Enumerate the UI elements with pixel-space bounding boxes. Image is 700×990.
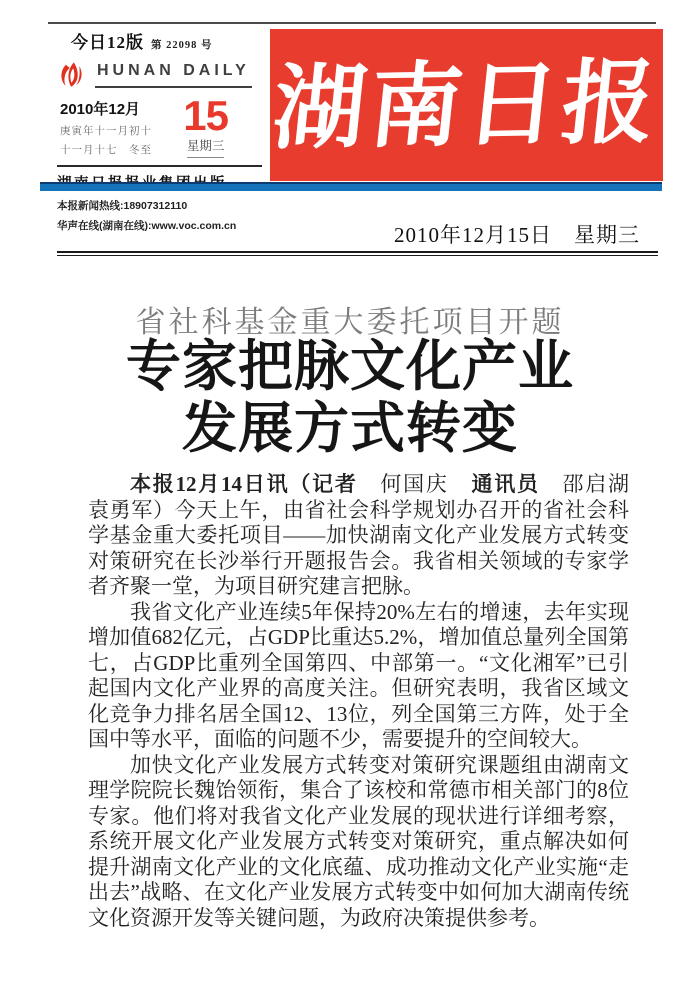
- p1-correspondent-label: 通讯员: [448, 472, 563, 496]
- masthead-calligraphy-title: 湖南日报: [268, 47, 665, 163]
- p1-reporter-label: （记者: [289, 472, 381, 496]
- calendar-right: [183, 92, 228, 158]
- calendar-block: [57, 92, 228, 158]
- paragraph-2: 我省文化产业连续5年保持20%左右的增速，去年实现增加值682亿元，占GDP比重达5.2%，增加值总量列全国第七，占GDP比重列全国第四、中部第一。“文化湘军”已引起国内文化产业界的高度关注。但研究表明，我省区域文化竞争力排名居全国12、13位，列全国第三方阵，处于全国中等水平，面临的问题不少，需要提升的空间较大。: [88, 599, 629, 751]
- news-hotline: 本报新闻热线:18907312110: [57, 200, 188, 212]
- calendar-month: 2010年12月: [60, 101, 141, 118]
- article-headline: [52, 336, 648, 460]
- edition-page-count: 12: [107, 33, 126, 52]
- issue-number: 第 22098 号: [151, 40, 213, 51]
- calendar-weekday: 星期三: [187, 136, 225, 158]
- article-kicker: 省社科基金重大委托项目开题: [135, 306, 565, 339]
- logo-row: [57, 60, 267, 90]
- masthead-left-block: [57, 28, 267, 233]
- dateline-double-rule: [57, 251, 658, 256]
- article-body: [88, 472, 651, 931]
- english-masthead-text: HUNAN DAILY: [95, 62, 252, 88]
- headline-line-1: 专家把脉文化产业: [125, 336, 574, 397]
- top-divider-rule: [48, 22, 656, 24]
- p1-paren-close: ）: [153, 497, 175, 522]
- calendar-lunar-terms: 十一月十七 冬至: [60, 144, 152, 156]
- headline-line-2: 发展方式转变: [181, 398, 518, 459]
- calendar-day-number: 15: [183, 92, 228, 139]
- p1-correspondent-names: 邵启湖 袁勇军: [88, 472, 651, 522]
- masthead-red-banner: [270, 29, 663, 181]
- header-blue-bar: [40, 182, 662, 191]
- edition-ban-label: 版: [126, 33, 144, 52]
- p1-body-text: 今天上午，由省社会科学规划办召开的省社会科学基金重大委托项目——加快湖南文化产业发展方式转变对策研究在长沙举行开题报告会。我省相关领域的专家学者齐聚一堂，为项目研究建言把脉。: [88, 497, 630, 598]
- flame-logo-icon: [57, 60, 87, 90]
- publisher-divider-rule: [57, 165, 262, 167]
- website-line: 华声在线(湖南在线):www.voc.com.cn: [57, 220, 237, 232]
- paragraph-3: 加快文化产业发展方式转变对策研究课题组由湖南文理学院院长魏饴领衔，集合了该校和常德市相关部门的8位专家。他们将对我省文化产业发展的现状进行详细考察，系统开展文化产业发展方式转变对策研究，重点解决如何提升湖南文化产业的文化底蕴、成功推动文化产业实施“走出去”战略、在文化产业发展方式转变中如何加大湖南传统文化资源开发等关键问题，为政府决策提供参考。: [88, 752, 629, 930]
- p1-lead: 本报12月14日讯: [130, 472, 290, 496]
- paragraph-1: [88, 472, 651, 600]
- calendar-left: [60, 98, 152, 158]
- page-dateline: 2010年12月15日 星期三: [394, 223, 640, 247]
- p1-reporter-name: 何国庆: [380, 472, 449, 496]
- edition-today-label: 今日: [71, 33, 107, 52]
- calendar-lunar-date: 庚寅年十一月初十: [60, 125, 152, 137]
- edition-info-line: [57, 28, 267, 53]
